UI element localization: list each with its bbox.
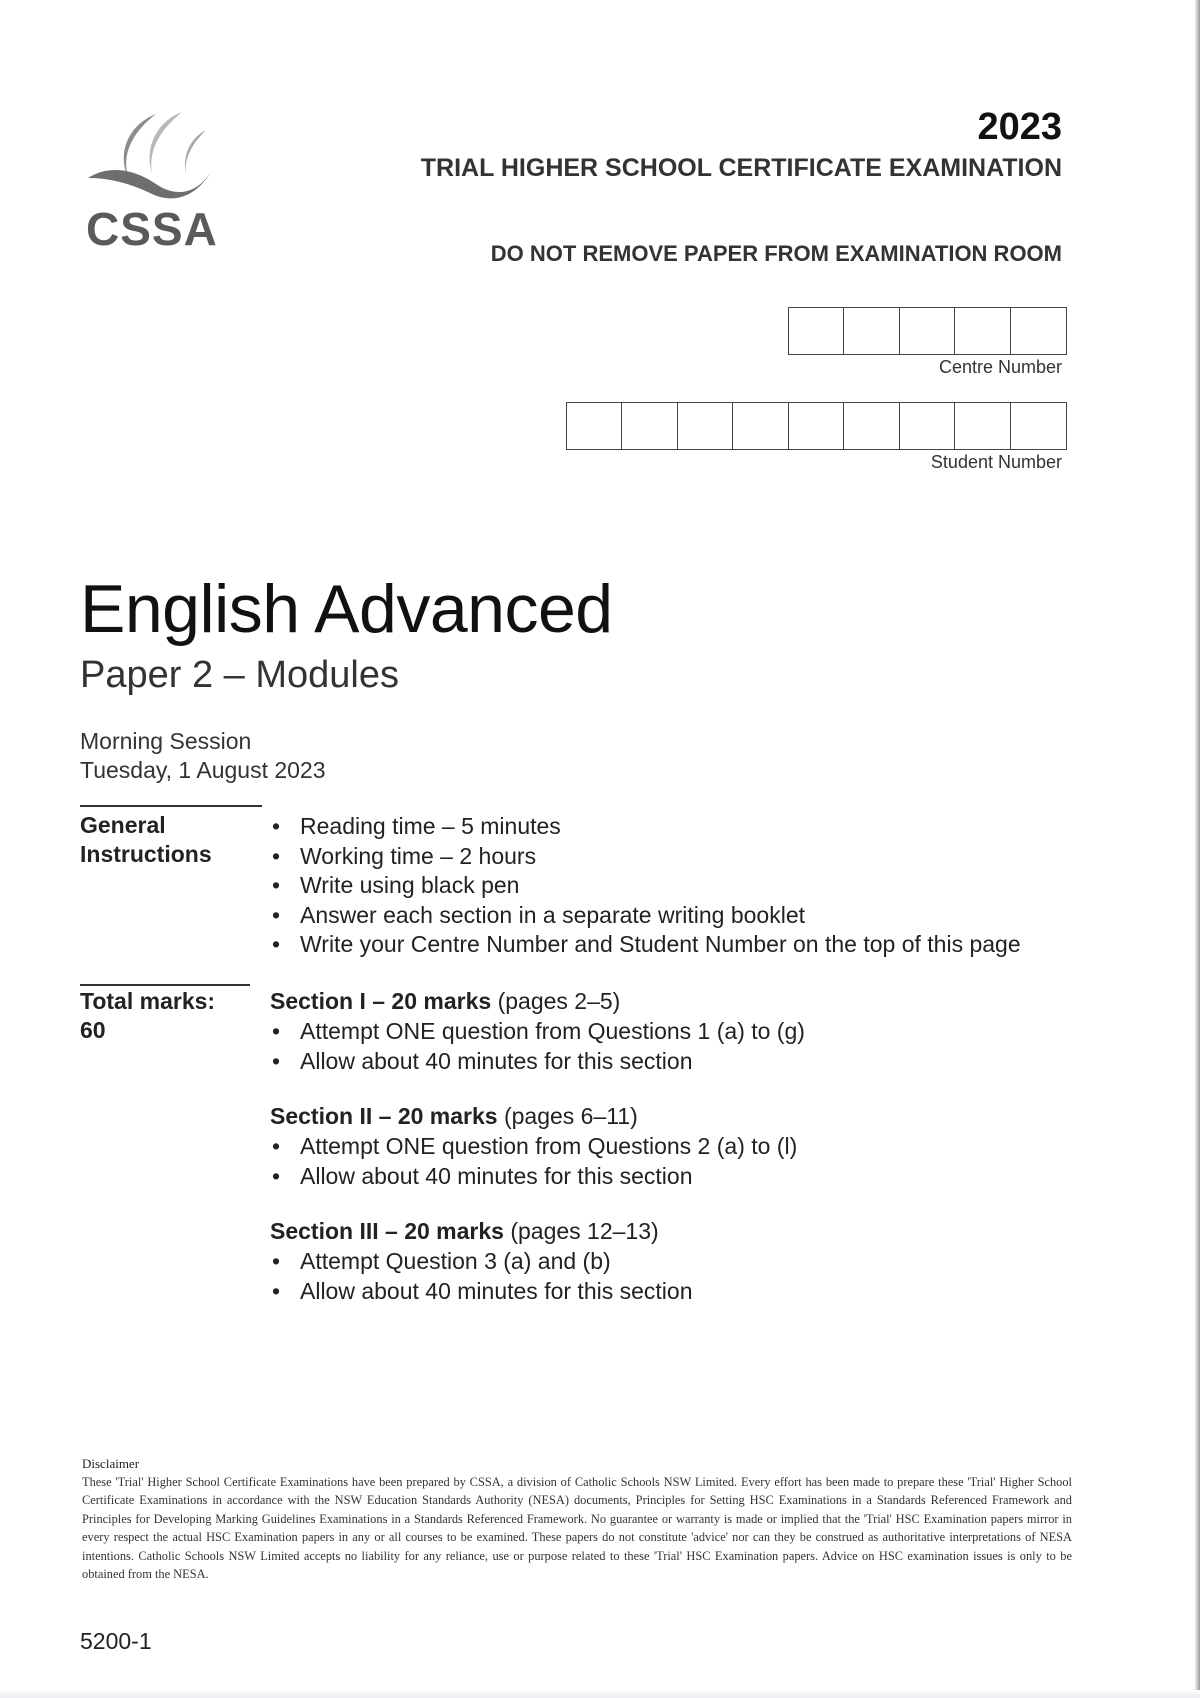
student-number-boxes[interactable] (567, 402, 1067, 450)
subject-title: English Advanced (80, 571, 613, 647)
disclaimer-title: Disclaimer (82, 1456, 140, 1471)
section-3-heading: Section III – 20 marks (pages 12–13) (270, 1218, 659, 1244)
section-3-list (270, 1247, 692, 1306)
centre-number-box[interactable] (899, 307, 956, 355)
cssa-logo-text: CSSA (86, 203, 218, 255)
section-1-list (270, 1017, 805, 1076)
do-not-remove-warning: DO NOT REMOVE PAPER FROM EXAMINATION ROOM (490, 241, 1062, 266)
list-item: • Allow about 40 minutes for this section (270, 1162, 797, 1192)
list-item: • Write using black pen (270, 871, 1021, 901)
student-number-box[interactable] (1010, 402, 1067, 450)
general-instructions-list (270, 812, 1021, 960)
student-number-label: Student Number (930, 452, 1062, 472)
student-number-box[interactable] (566, 402, 623, 450)
list-item: • Attempt Question 3 (a) and (b) (270, 1247, 692, 1277)
student-number-box[interactable] (732, 402, 789, 450)
scan-bottom-edge (0, 1690, 1200, 1698)
cssa-logo (86, 108, 226, 258)
total-marks-label: Total marks: 60 (80, 988, 216, 1043)
section-2-list (270, 1132, 797, 1191)
centre-number-box[interactable] (954, 307, 1011, 355)
section-1-heading: Section I – 20 marks (pages 2–5) (270, 988, 621, 1014)
scan-edge-shadow (1194, 0, 1200, 1698)
exam-title: TRIAL HIGHER SCHOOL CERTIFICATE EXAMINATION (420, 154, 1062, 182)
general-instructions-label: General Instructions (80, 812, 212, 867)
paper-subtitle: Paper 2 – Modules (80, 654, 399, 696)
student-number-box[interactable] (621, 402, 678, 450)
list-item: • Write your Centre Number and Student Number on the top of this page (270, 930, 1021, 960)
list-item: • Attempt ONE question from Questions 2 (a) to (l) (270, 1132, 797, 1162)
centre-number-box[interactable] (843, 307, 900, 355)
session-date: Tuesday, 1 August 2023 (80, 757, 326, 783)
student-number-box[interactable] (788, 402, 845, 450)
paper-code: 5200-1 (80, 1628, 152, 1654)
cssa-swoosh-icon (86, 108, 216, 208)
session-time: Morning Session (80, 728, 252, 754)
list-item: • Attempt ONE question from Questions 1 (a) to (g) (270, 1017, 805, 1047)
general-instructions-rule (80, 805, 262, 807)
list-item: • Working time – 2 hours (270, 842, 1021, 872)
list-item: • Allow about 40 minutes for this section (270, 1277, 692, 1307)
centre-number-box[interactable] (1010, 307, 1067, 355)
student-number-box[interactable] (843, 402, 900, 450)
centre-number-label: Centre Number (938, 357, 1062, 377)
centre-number-box[interactable] (788, 307, 845, 355)
list-item: • Reading time – 5 minutes (270, 812, 1021, 842)
student-number-box[interactable] (899, 402, 956, 450)
total-marks-rule (80, 984, 250, 986)
section-2-heading: Section II – 20 marks (pages 6–11) (270, 1103, 638, 1129)
exam-year: 2023 (977, 106, 1062, 148)
student-number-box[interactable] (677, 402, 734, 450)
centre-number-boxes[interactable] (789, 307, 1067, 355)
session-info (80, 727, 326, 785)
student-number-box[interactable] (954, 402, 1011, 450)
total-marks-value: 60 (80, 1017, 106, 1043)
disclaimer-text: These 'Trial' Higher School Certificate Examinations have been prepared by CSSA, a division of Catholic Schools NSW Limited. Every effort has been made to prepare these 'Trial' Higher School Certificate Examinations in accordance with the NSW Education Standards Authority (NESA) documents, Principles for Setting HSC Examinations in a Standards Referenced Framework and Principles for Developing Marking Guidelines Examinations in a Standards Referenced Framework. No guarantee or warranty is made or implied that the 'Trial' HSC Examination papers mirror in every respect the actual HSC Examination papers in any or all courses to be examined. These papers do not constitute 'advice' nor can they be construed as authoritative interpretations of NESA intentions. Catholic Schools NSW Limited accepts no liability for any reliance, use or purpose related to these 'Trial' HSC Examination papers. Advice on HSC examination issues is only to be obtained from the NESA. (82, 1475, 1072, 1582)
list-item: • Answer each section in a separate writing booklet (270, 901, 1021, 931)
list-item: • Allow about 40 minutes for this section (270, 1047, 805, 1077)
